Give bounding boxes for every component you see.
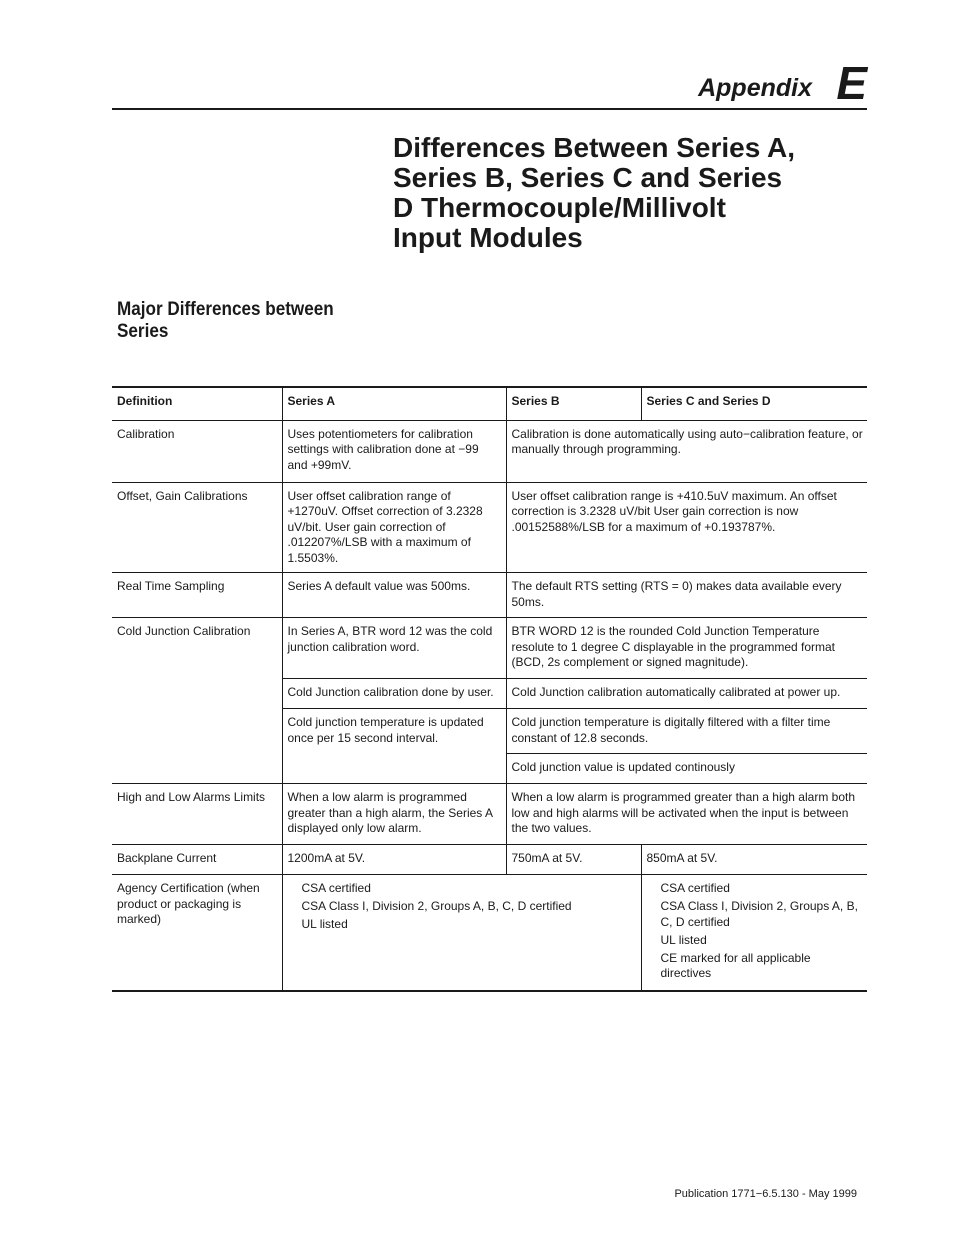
cell-series-a: User offset calibration range of +1270uV. Offset correction of 3.2328 uV/bit. User gain correction of .012207%/LSB with a maximum of 1.5503%.: [282, 482, 506, 573]
cell-series-a: Uses potentiometers for calibration settings with calibration done at −99 and +99mV.: [282, 420, 506, 482]
cell-series-a: When a low alarm is programmed greater than a high alarm, the Series A displayed only low alarm.: [282, 784, 506, 845]
table-row: [112, 618, 867, 679]
cell-definition: Agency Certification (when product or packaging is marked): [112, 875, 282, 992]
table-row: [112, 573, 867, 618]
certification-item: CSA Class I, Division 2, Groups A, B, C, D certified: [301, 899, 572, 913]
cell-series-b: 750mA at 5V.: [506, 845, 641, 875]
header-series-b: Series B: [506, 387, 641, 420]
table-header-row: [112, 387, 867, 420]
certification-item: UL listed: [301, 917, 348, 931]
certification-item: CSA Class I, Division 2, Groups A, B, C, D certified: [660, 899, 858, 929]
cell-definition: High and Low Alarms Limits: [112, 784, 282, 845]
section-heading-line: Major Differences between: [117, 299, 334, 320]
header-definition: Definition: [112, 387, 282, 420]
publication-footer: Publication 1771−6.5.130 - May 1999: [674, 1188, 857, 1200]
cell-series-bcd: User offset calibration range is +410.5uV maximum. An offset correction is 3.2328 uV/bit User gain correction is now .00152588%/LSB for a maximum of +0.193787%.: [506, 482, 867, 573]
cell-definition: Backplane Current: [112, 845, 282, 875]
cell-series-cd: 850mA at 5V.: [641, 845, 867, 875]
table-row: [112, 845, 867, 875]
title-line: Input Modules: [393, 222, 583, 253]
table-row: [112, 482, 867, 573]
table-row: [112, 420, 867, 482]
title-line: Differences Between Series A,: [393, 132, 796, 163]
title-line: D Thermocouple/Millivolt: [393, 192, 726, 223]
cell-definition: Real Time Sampling: [112, 573, 282, 618]
cell-series-a: 1200mA at 5V.: [282, 845, 506, 875]
cell-series-bcd: When a low alarm is programmed greater than a high alarm both low and high alarms will be activated when the input is between the two values.: [506, 784, 867, 845]
cell-series-ab: [282, 875, 641, 992]
cell-definition: Calibration: [112, 420, 282, 482]
cell-series-a: Cold junction temperature is updated once per 15 second interval.: [282, 709, 506, 784]
certification-item: UL listed: [660, 932, 707, 947]
header-rule: [112, 108, 867, 110]
cell-series-bcd: The default RTS setting (RTS = 0) makes data available every 50ms.: [506, 573, 867, 618]
title-line: Series B, Series C and Series: [393, 162, 783, 193]
differences-table: [112, 386, 867, 992]
cell-series-bcd: Cold junction temperature is digitally filtered with a filter time constant of 12.8 seconds.: [506, 709, 867, 754]
cell-series-bcd: BTR WORD 12 is the rounded Cold Junction Temperature resolute to 1 degree C displayable in the programmed format (BCD, 2s complement or signed magnitude).: [506, 618, 867, 679]
appendix-letter: E: [836, 57, 867, 109]
cell-definition: Offset, Gain Calibrations: [112, 482, 282, 573]
certification-item: CSA certified: [301, 881, 371, 895]
certification-list: [647, 881, 864, 982]
cell-series-bcd: Calibration is done automatically using auto−calibration feature, or manually through programming.: [506, 420, 867, 482]
certification-item: CE marked for all applicable directives: [660, 950, 811, 980]
table-row: [112, 784, 867, 845]
cell-series-bcd: Cold Junction calibration automatically calibrated at power up.: [506, 679, 867, 709]
cell-series-a: Cold Junction calibration done by user.: [282, 679, 506, 709]
table-row: [112, 875, 867, 992]
header-series-cd: Series C and Series D: [641, 387, 867, 420]
cell-series-a: Series A default value was 500ms.: [282, 573, 506, 618]
page-title: [393, 133, 873, 253]
header-series-a: Series A: [282, 387, 506, 420]
certification-list: [288, 881, 637, 933]
section-heading-line: Series: [117, 321, 169, 342]
cell-series-cd: [641, 875, 867, 992]
cell-series-bcd: Cold junction value is updated continously: [506, 754, 867, 784]
appendix-label: Appendix: [698, 74, 812, 102]
section-heading: [117, 299, 334, 343]
cell-series-a: In Series A, BTR word 12 was the cold junction calibration word.: [282, 618, 506, 679]
certification-item: CSA certified: [660, 881, 730, 895]
cell-definition: Cold Junction Calibration: [112, 618, 282, 784]
